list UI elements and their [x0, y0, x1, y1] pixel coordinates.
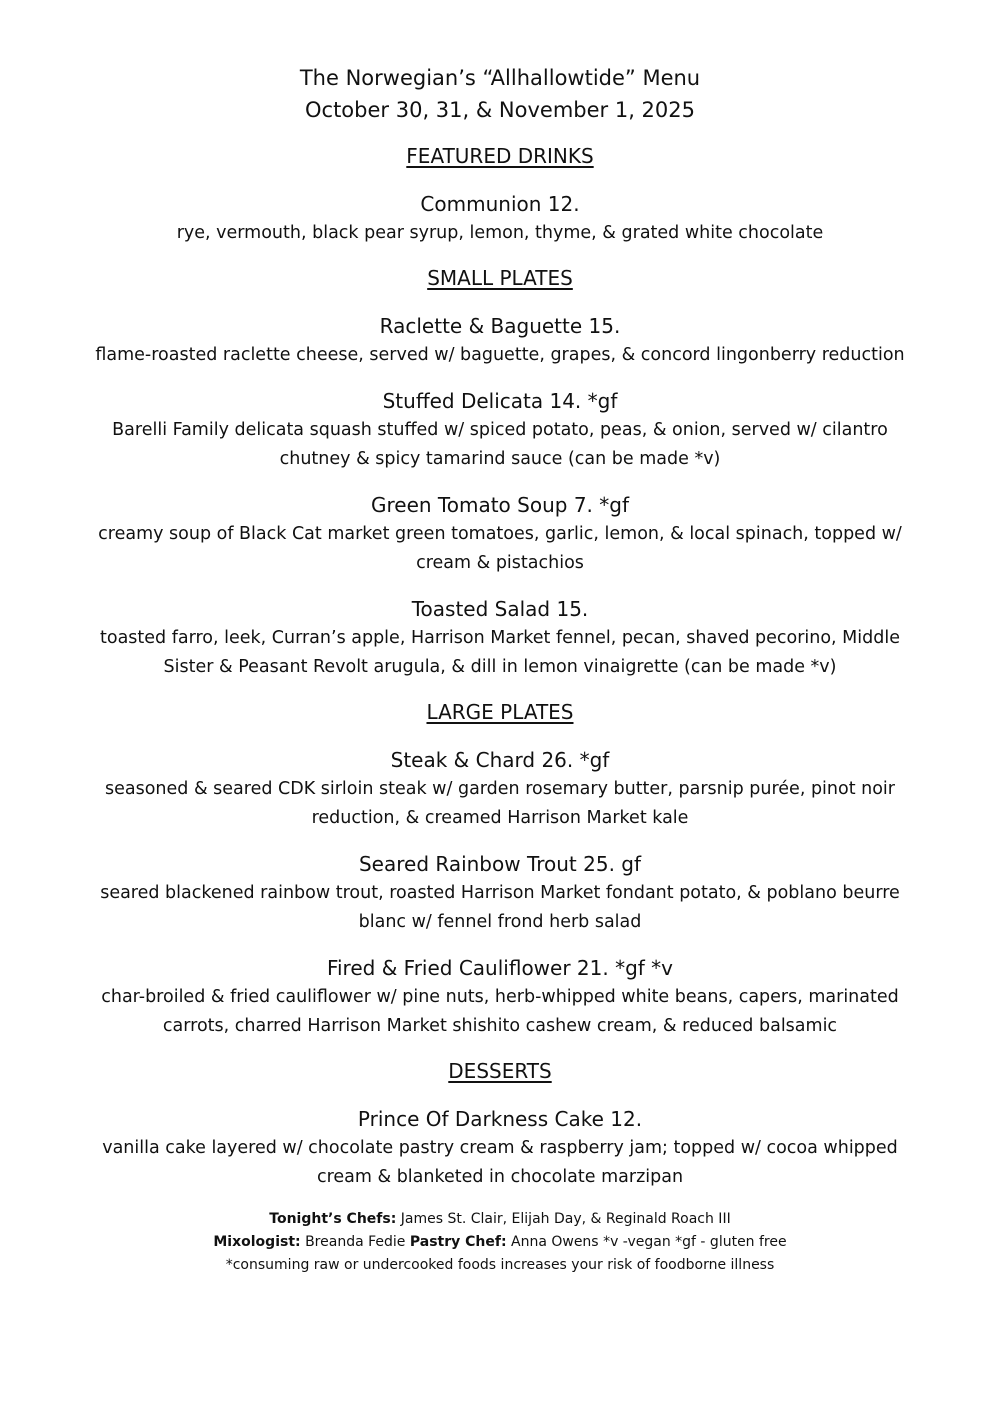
menu-dates: October 30, 31, & November 1, 2025 — [305, 98, 695, 122]
menu-footer — [0, 1208, 1000, 1277]
menu-item — [0, 189, 1000, 248]
item-description: char-broiled & fried cauliflower w/ pine nuts, herb-whipped white beans, capers, marinated carrots, charred Harrison Market shishito cashew cream, & reduced balsamic — [101, 987, 899, 1036]
pastry-chef-name: Anna Owens — [511, 1234, 599, 1250]
menu-item — [0, 386, 1000, 474]
menu-item — [0, 849, 1000, 937]
item-title: Seared Rainbow Trout 25. gf — [358, 852, 642, 876]
section-small-plates — [0, 264, 1000, 682]
menu-item — [0, 953, 1000, 1041]
pastry-chef-label: Pastry Chef: — [409, 1234, 507, 1250]
item-title: Stuffed Delicata 14. *gf — [382, 389, 618, 413]
section-heading: LARGE PLATES — [426, 700, 574, 724]
section-desserts — [0, 1057, 1000, 1192]
mixologist-name: Breanda Fedie — [305, 1234, 406, 1250]
item-description: flame-roasted raclette cheese, served w/ baguette, grapes, & concord lingonberry reduction — [95, 345, 905, 365]
mixologist-label: Mixologist: — [213, 1234, 301, 1250]
item-title: Prince Of Darkness Cake 12. — [357, 1107, 643, 1131]
menu-header — [0, 62, 1000, 126]
section-heading: SMALL PLATES — [427, 266, 573, 290]
item-description: seasoned & seared CDK sirloin steak w/ garden rosemary butter, parsnip purée, pinot noir reduction, & creamed Harrison Market kale — [105, 779, 895, 828]
menu-title: The Norwegian’s “Allhallowtide” Menu — [299, 66, 701, 90]
diet-legend: *v -vegan *gf - gluten free — [603, 1234, 787, 1250]
menu-item — [0, 490, 1000, 578]
item-title: Communion 12. — [420, 192, 580, 216]
section-featured-drinks — [0, 142, 1000, 248]
chefs-line — [0, 1208, 1000, 1231]
item-title: Steak & Chard 26. *gf — [390, 748, 610, 772]
item-description: toasted farro, leek, Curran’s apple, Harrison Market fennel, pecan, shaved pecorino, Middle Sister & Peasant Revolt arugula, & dill in lemon vinaigrette (can be made *v) — [100, 628, 900, 677]
food-safety-warning: *consuming raw or undercooked foods increases your risk of foodborne illness — [225, 1257, 775, 1273]
staff-line — [0, 1231, 1000, 1254]
item-title: Raclette & Baguette 15. — [379, 314, 621, 338]
item-description: vanilla cake layered w/ chocolate pastry cream & raspberry jam; topped w/ cocoa whipped cream & blanketed in chocolate marzipan — [102, 1138, 898, 1187]
section-large-plates — [0, 698, 1000, 1041]
chefs-label: Tonight’s Chefs: — [269, 1211, 397, 1227]
menu-item — [0, 594, 1000, 682]
item-description: rye, vermouth, black pear syrup, lemon, thyme, & grated white chocolate — [176, 223, 824, 243]
item-title: Toasted Salad 15. — [411, 597, 589, 621]
menu-item — [0, 1104, 1000, 1192]
item-title: Green Tomato Soup 7. *gf — [371, 493, 629, 517]
item-description: creamy soup of Black Cat market green tomatoes, garlic, lemon, & local spinach, topped w/ cream & pistachios — [98, 524, 902, 573]
item-title: Fired & Fried Cauliflower 21. *gf *v — [326, 956, 674, 980]
menu-item — [0, 745, 1000, 833]
item-description: Barelli Family delicata squash stuffed w/ spiced potato, peas, & onion, served w/ cilantro chutney & spicy tamarind sauce (can be made *v) — [112, 420, 888, 469]
section-heading: FEATURED DRINKS — [406, 144, 594, 168]
item-description: seared blackened rainbow trout, roasted Harrison Market fondant potato, & poblano beurre blanc w/ fennel frond herb salad — [100, 883, 900, 932]
chefs-names: James St. Clair, Elijah Day, & Reginald Roach III — [400, 1211, 731, 1227]
section-heading: DESSERTS — [448, 1059, 552, 1083]
menu-item — [0, 311, 1000, 370]
